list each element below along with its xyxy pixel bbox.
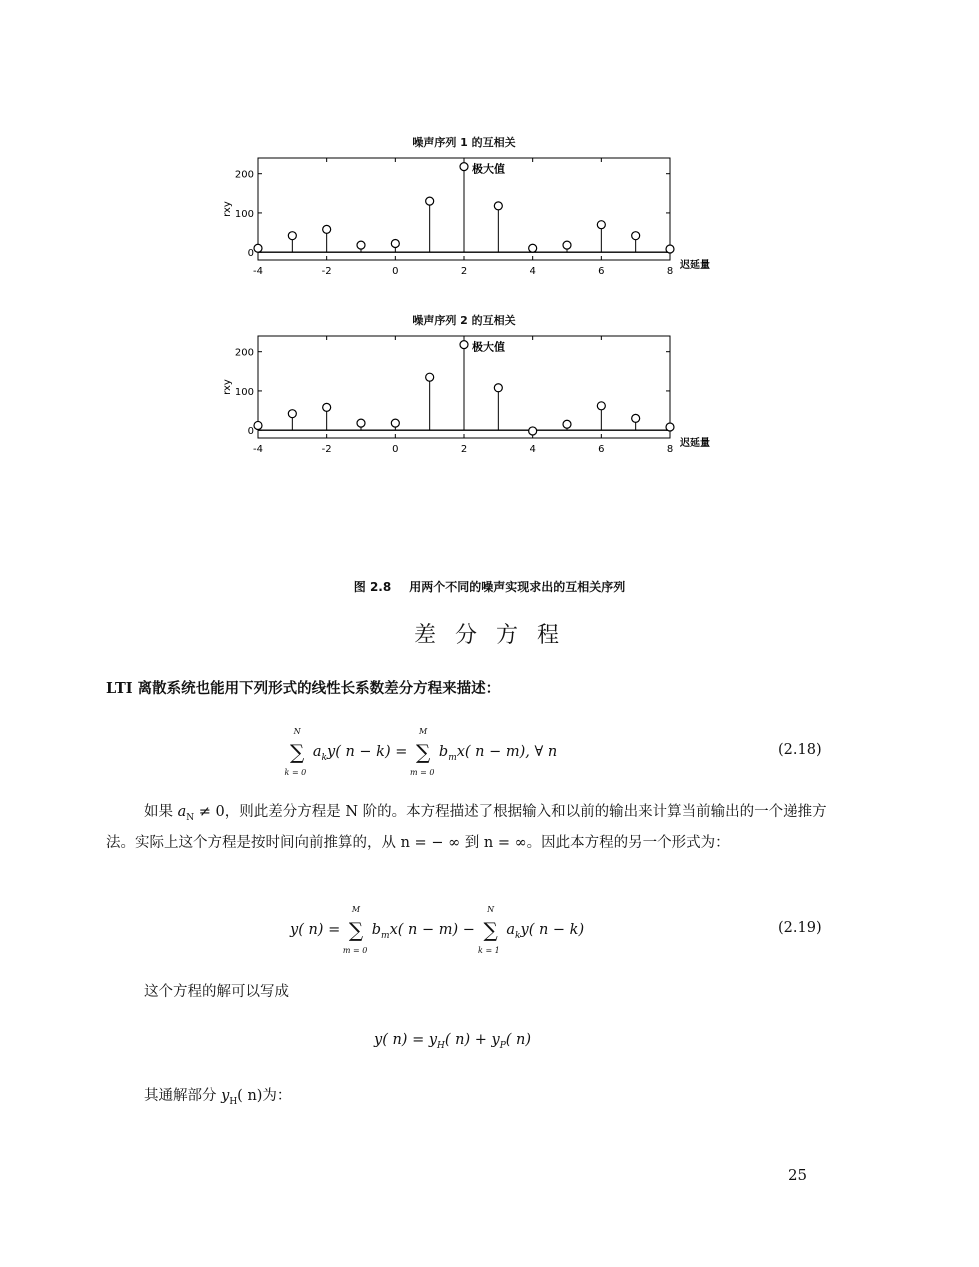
x-tick-label: 0 bbox=[392, 266, 399, 277]
eq-lhs: y( n) = bbox=[290, 922, 341, 938]
eq-sub: P bbox=[499, 1040, 506, 1051]
eq-term: a bbox=[312, 744, 322, 760]
sum-lower: m = 0 bbox=[410, 768, 435, 777]
sum-lower: k = 0 bbox=[284, 768, 307, 777]
eq-sub: m bbox=[448, 752, 457, 763]
math-var: y bbox=[221, 1088, 230, 1104]
stem-marker bbox=[460, 341, 468, 349]
equation-solution bbox=[374, 1032, 531, 1051]
stem-marker bbox=[391, 240, 399, 248]
math-sub: N bbox=[186, 812, 195, 823]
paragraph-1 bbox=[106, 800, 832, 856]
eq-term-rest: y( n − k) = bbox=[327, 744, 408, 760]
x-tick-label: 6 bbox=[598, 444, 605, 455]
stem-marker bbox=[357, 241, 365, 249]
sum-symbol: ∑ M m = 0 bbox=[410, 727, 435, 777]
eq-sub: k bbox=[321, 752, 328, 763]
text-run: ≠ 0，则此差分方程是 N 阶的。本方程描述了根据输入和以前的输出来计算当前输出的一个递推方法。实际上这个方程是按时间向前推算的，从 n = − ∞ 到 n = ∞。因此本方程的另一个形式为： bbox=[106, 804, 827, 851]
equation-2-19 bbox=[290, 905, 585, 955]
x-tick-label: 8 bbox=[666, 266, 674, 277]
math-var: a bbox=[177, 804, 187, 820]
text-run: ( n)为： bbox=[237, 1088, 292, 1104]
caption-text: 用两个不同的噪声实现求出的互相关序列 bbox=[409, 580, 626, 594]
y-tick-label: 200 bbox=[234, 169, 254, 181]
eq-sub: H bbox=[437, 1040, 445, 1051]
equation-number: (2.18) bbox=[778, 742, 822, 758]
y-tick-label: 0 bbox=[247, 426, 254, 438]
eq-sub: m bbox=[381, 930, 390, 941]
eq-term-rest: y( n − k) bbox=[520, 922, 585, 938]
text-run: 其通解部分 bbox=[144, 1088, 222, 1104]
equation-2-18 bbox=[284, 727, 558, 777]
x-tick-label: -4 bbox=[253, 266, 263, 277]
sum-upper: N bbox=[487, 905, 495, 914]
sum-lower: m = 0 bbox=[342, 946, 368, 955]
stem-marker bbox=[632, 232, 640, 240]
equation-number: (2.19) bbox=[778, 920, 822, 936]
stem-marker bbox=[494, 384, 502, 392]
x-tick-label: -2 bbox=[321, 444, 332, 455]
stem-marker bbox=[563, 241, 571, 249]
stem-marker bbox=[288, 410, 296, 418]
eq-term: b bbox=[371, 922, 382, 938]
sum-symbol: ∑ M m = 0 bbox=[342, 905, 368, 955]
eq-sub: k bbox=[515, 930, 521, 941]
eq-term-rest: x( n − m), ∀ n bbox=[456, 744, 558, 760]
stem-plot-1 bbox=[200, 150, 740, 300]
x-tick-label: 2 bbox=[460, 266, 468, 277]
sum-upper: N bbox=[293, 727, 301, 736]
text-run: 如果 bbox=[144, 804, 178, 820]
y-axis-label: rxy bbox=[222, 201, 233, 217]
stem-marker bbox=[529, 427, 537, 435]
x-tick-label: -2 bbox=[321, 266, 332, 277]
eq-term: a bbox=[506, 922, 516, 938]
page-number: 25 bbox=[788, 1166, 808, 1184]
stem-plot-2 bbox=[200, 328, 740, 478]
x-tick-label: 6 bbox=[598, 266, 605, 277]
intro-paragraph: LTI 离散系统也能用下列形式的线性长系数差分方程来描述： bbox=[106, 680, 501, 697]
stem-marker bbox=[597, 402, 605, 410]
y-tick-label: 100 bbox=[234, 386, 254, 398]
stem-marker bbox=[529, 244, 537, 252]
x-tick-label: 2 bbox=[460, 444, 468, 455]
x-tick-label: 4 bbox=[529, 266, 536, 277]
stem-marker bbox=[254, 244, 262, 252]
stem-marker bbox=[632, 414, 640, 422]
eq-part: y( n) = y bbox=[374, 1032, 438, 1048]
x-tick-label: 0 bbox=[392, 444, 399, 455]
y-tick-label: 100 bbox=[234, 208, 254, 220]
eq-term: b bbox=[438, 744, 449, 760]
stem-marker bbox=[323, 225, 331, 233]
paragraph-3 bbox=[106, 1084, 832, 1115]
figure-caption bbox=[0, 578, 979, 595]
section-title: 差 分 方 程 bbox=[414, 623, 565, 648]
y-tick-label: 200 bbox=[234, 347, 254, 359]
stem-marker bbox=[323, 403, 331, 411]
sum-symbol: ∑ N k = 1 bbox=[478, 905, 500, 955]
eq-part: ( n) + y bbox=[444, 1032, 500, 1048]
stem-marker bbox=[666, 423, 674, 431]
plot1-title: 噪声序列 1 的互相关 bbox=[412, 136, 516, 149]
x-tick-label: -4 bbox=[253, 444, 263, 455]
stem-marker bbox=[597, 221, 605, 229]
sum-upper: M bbox=[351, 905, 361, 914]
eq-term-rest: x( n − m) − bbox=[389, 922, 475, 938]
sum-lower: k = 1 bbox=[478, 946, 500, 955]
stem-marker bbox=[460, 163, 468, 171]
sum-upper: M bbox=[419, 727, 428, 736]
stem-marker bbox=[288, 232, 296, 240]
paragraph-2: 这个方程的解可以写成 bbox=[144, 984, 289, 1000]
x-tick-label: 8 bbox=[666, 444, 674, 455]
stem-marker bbox=[357, 419, 365, 427]
max-annotation: 极大值 bbox=[472, 340, 505, 354]
plot2-title: 噪声序列 2 的互相关 bbox=[412, 314, 516, 327]
stem-marker bbox=[254, 421, 262, 429]
stem-marker bbox=[426, 197, 434, 205]
y-tick-label: 0 bbox=[247, 248, 254, 260]
stem-marker bbox=[391, 419, 399, 427]
stem-marker bbox=[494, 202, 502, 210]
x-axis-label: 迟延量 bbox=[680, 260, 710, 271]
stem-marker bbox=[563, 420, 571, 428]
caption-number: 图 2.8 bbox=[353, 580, 392, 594]
x-tick-label: 4 bbox=[529, 444, 536, 455]
eq-part: ( n) bbox=[505, 1032, 532, 1048]
x-axis-label: 迟延量 bbox=[680, 438, 710, 449]
stem-marker bbox=[426, 373, 434, 381]
math-sub: H bbox=[229, 1096, 238, 1107]
y-axis-label: rxy bbox=[222, 379, 233, 395]
stem-marker bbox=[666, 245, 674, 253]
sum-symbol: ∑ N k = 0 bbox=[284, 727, 307, 777]
max-annotation: 极大值 bbox=[472, 162, 505, 176]
